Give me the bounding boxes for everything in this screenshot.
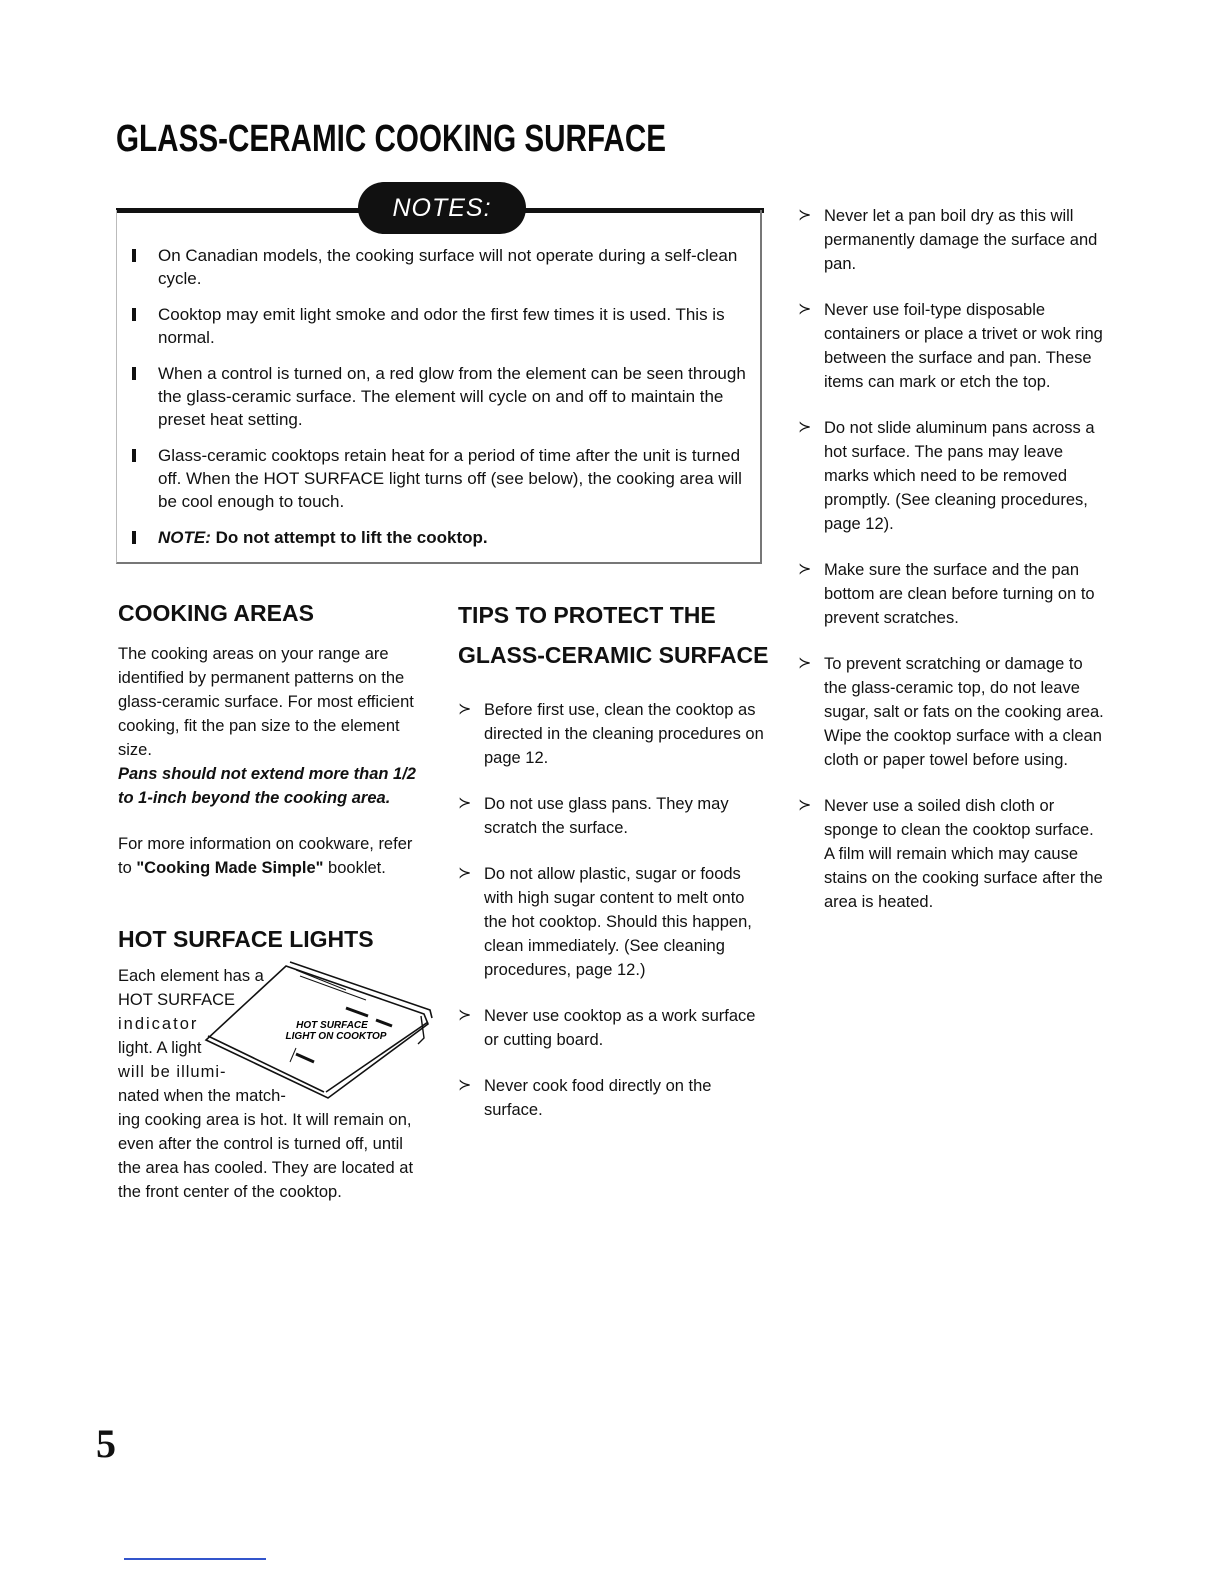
notes-item: Glass-ceramic cooktops retain heat for a period of time after the unit is turned off. When the HOT SURFACE light turns off (see below), the cooking area will be cool enough to touch.	[130, 444, 746, 513]
diagram-label-line1: HOT SURFACE	[296, 1020, 368, 1031]
right-column-item: ≻ To prevent scratching or damage to the glass-ceramic top, do not leave sugar, salt or fats on the cooking area. Wipe the cooktop surface with a clean cloth or paper towel before using.	[798, 652, 1104, 772]
arrow-icon: ≻	[798, 419, 812, 436]
cooking-areas-emphasis: Pans should not extend more than 1/2 to 1-inch beyond the cooking area.	[118, 765, 416, 807]
notes-item	[130, 526, 746, 549]
notes-list	[130, 244, 746, 562]
cooktop-diagram	[196, 958, 438, 1104]
hot-surface-wrapped-text: Each element has a HOT SURFACE indicator light. A light will be illumi- nated when the match-	[118, 967, 286, 1105]
arrow-icon: ≻	[458, 795, 472, 812]
tips-heading-line2: GLASS-CERAMIC SURFACE	[458, 642, 769, 668]
notes-item: On Canadian models, the cooking surface will not operate during a self-clean cycle.	[130, 244, 746, 290]
bullet-icon	[132, 249, 136, 262]
tips-list	[458, 698, 764, 1144]
booklet-name: "Cooking Made Simple"	[136, 859, 324, 877]
bullet-icon	[132, 308, 136, 321]
right-column-item: ≻ Make sure the surface and the pan bottom are clean before turning on to prevent scratches.	[798, 558, 1104, 630]
bullet-icon	[132, 531, 136, 544]
arrow-icon: ≻	[458, 865, 472, 882]
tips-item: ≻ Before first use, clean the cooktop as directed in the cleaning procedures on page 12.	[458, 698, 764, 770]
hot-surface-paragraph: ing cooking area is hot. It will remain on, even after the control is turned off, until the area has cooled. They are located at the front center of the cooktop.	[118, 1111, 414, 1201]
arrow-icon: ≻	[798, 561, 812, 578]
cooking-areas-heading: COOKING AREAS	[118, 600, 314, 626]
note-text: Do not attempt to lift the cooktop.	[215, 528, 488, 547]
tips-item: ≻ Do not use glass pans. They may scratch the surface.	[458, 792, 764, 840]
bottom-rule	[124, 1558, 266, 1560]
tips-item: ≻ Do not allow plastic, sugar or foods with high sugar content to melt onto the hot cooktop. Should this happen, clean immediately. (See cleaning procedures, page 12.)	[458, 862, 764, 982]
page-number: 5	[96, 1421, 116, 1466]
cooking-areas-more-info: For more information on cookware, refer to "Cooking Made Simple" booklet.	[118, 835, 413, 877]
arrow-icon: ≻	[798, 301, 812, 318]
right-column-item: ≻ Never use foil-type disposable containers or place a trivet or wok ring between the surface and pan. These items can mark or etch the top.	[798, 298, 1104, 394]
arrow-icon: ≻	[458, 1007, 472, 1024]
arrow-icon: ≻	[458, 1077, 472, 1094]
diagram-label-line2: LIGHT ON COOKTOP	[285, 1031, 387, 1042]
notes-item: Cooktop may emit light smoke and odor the first few times it is used. This is normal.	[130, 303, 746, 349]
hot-surface-heading: HOT SURFACE LIGHTS	[118, 926, 374, 952]
right-column-item: ≻ Do not slide aluminum pans across a hot surface. The pans may leave marks which need to be removed promptly. (See cleaning procedures, page 12).	[798, 416, 1104, 536]
note-label: NOTE:	[158, 528, 211, 547]
arrow-icon: ≻	[798, 655, 812, 672]
notes-badge: NOTES:	[358, 182, 526, 234]
arrow-icon: ≻	[798, 797, 812, 814]
cooking-areas-paragraph: The cooking areas on your range are identified by permanent patterns on the glass-ceramic surface. For most efficient cooking, fit the pan size to the element size.	[118, 645, 414, 759]
bullet-icon	[132, 449, 136, 462]
arrow-icon: ≻	[458, 701, 472, 718]
right-column-item: ≻ Never let a pan boil dry as this will permanently damage the surface and pan.	[798, 204, 1104, 276]
tips-item: ≻ Never cook food directly on the surface.	[458, 1074, 764, 1122]
page-title: GLASS-CERAMIC COOKING SURFACE	[116, 118, 667, 160]
tips-item: ≻ Never use cooktop as a work surface or cutting board.	[458, 1004, 764, 1052]
right-column-item: ≻ Never use a soiled dish cloth or sponge to clean the cooktop surface. A film will remain which may cause stains on the cooking surface after the area is heated.	[798, 794, 1104, 914]
arrow-icon: ≻	[798, 207, 812, 224]
tips-heading-line1: TIPS TO PROTECT THE	[458, 602, 716, 628]
right-column-list	[798, 204, 1104, 936]
notes-item: When a control is turned on, a red glow from the element can be seen through the glass-ceramic surface. The element will cycle on and off to maintain the preset heat setting.	[130, 362, 746, 431]
bullet-icon	[132, 367, 136, 380]
